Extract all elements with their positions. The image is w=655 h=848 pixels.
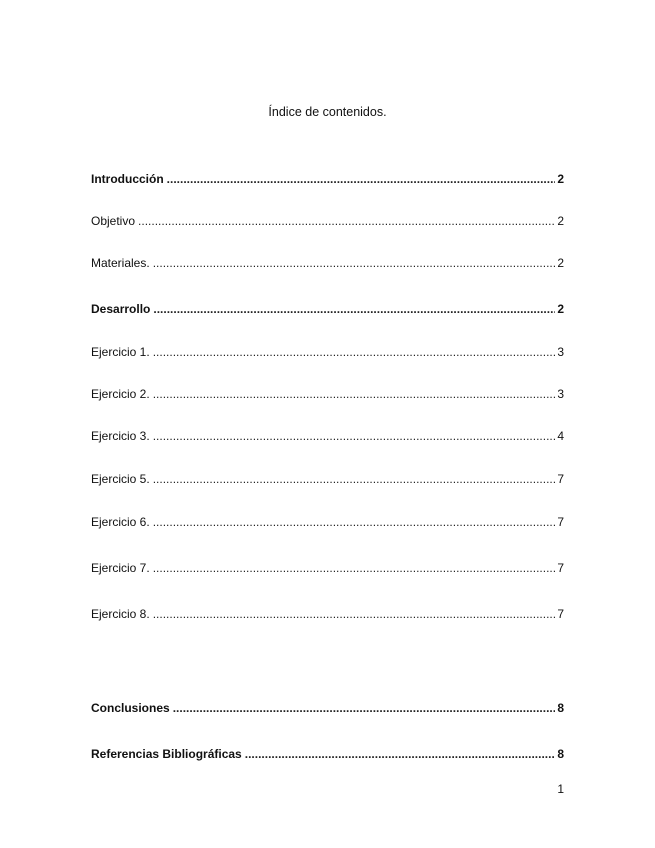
toc-entry-referencias[interactable] <box>91 746 564 762</box>
toc-entry-page: 3 <box>557 387 564 401</box>
dot-leader <box>153 606 556 622</box>
dot-leader <box>153 301 555 317</box>
toc-entry-label: Materiales. <box>91 256 150 270</box>
dot-leader <box>153 514 556 530</box>
dot-leader <box>153 471 556 487</box>
toc-title: Índice de contenidos. <box>268 105 387 119</box>
toc-entry-page: 2 <box>557 302 564 316</box>
toc-entry-desarrollo[interactable] <box>91 301 564 317</box>
toc-entry-page: 3 <box>557 345 564 359</box>
dot-leader <box>173 700 556 716</box>
toc-entry-ejercicio-5[interactable] <box>91 471 564 487</box>
toc-entry-page: 7 <box>557 561 564 575</box>
dot-leader <box>245 746 556 762</box>
dot-leader <box>153 344 556 360</box>
toc-entry-label: Ejercicio 5. <box>91 472 150 486</box>
dot-leader <box>153 428 556 444</box>
toc-entry-page: 7 <box>557 472 564 486</box>
toc-entry-label: Ejercicio 7. <box>91 561 150 575</box>
toc-entry-label: Conclusiones <box>91 701 170 715</box>
toc-entry-label: Ejercicio 1. <box>91 345 150 359</box>
toc-entry-page: 2 <box>557 256 564 270</box>
toc-entry-objetivo[interactable] <box>91 213 564 229</box>
dot-leader <box>167 171 556 187</box>
toc-entry-materiales[interactable] <box>91 255 564 271</box>
dot-leader <box>138 213 555 229</box>
toc-entry-page: 2 <box>557 172 564 186</box>
toc-entry-page: 8 <box>557 701 564 715</box>
toc-entry-label: Ejercicio 8. <box>91 607 150 621</box>
toc-entry-ejercicio-1[interactable] <box>91 344 564 360</box>
dot-leader <box>153 560 556 576</box>
toc-entry-page: 7 <box>557 607 564 621</box>
toc-entry-ejercicio-7[interactable] <box>91 560 564 576</box>
toc-entry-label: Ejercicio 2. <box>91 387 150 401</box>
dot-leader <box>153 386 556 402</box>
toc-entry-label: Objetivo <box>91 214 136 228</box>
toc-entry-ejercicio-3[interactable] <box>91 428 564 444</box>
toc-entry-ejercicio-2[interactable] <box>91 386 564 402</box>
toc-entry-page: 4 <box>557 429 564 443</box>
toc-entry-ejercicio-8[interactable] <box>91 606 564 622</box>
toc-entry-conclusiones[interactable] <box>91 700 564 716</box>
toc-entry-page: 8 <box>557 747 564 761</box>
dot-leader <box>153 255 556 271</box>
toc-entry-page: 7 <box>557 515 564 529</box>
toc-entry-label: Ejercicio 6. <box>91 515 150 529</box>
page-number: 1 <box>557 782 564 796</box>
toc-entry-label: Ejercicio 3. <box>91 429 150 443</box>
toc-entry-label: Desarrollo <box>91 302 151 316</box>
toc-entry-ejercicio-6[interactable] <box>91 514 564 530</box>
toc-entry-label: Referencias Bibliográficas <box>91 747 242 761</box>
toc-entry-page: 2 <box>557 214 564 228</box>
toc-entry-label: Introducción <box>91 172 164 186</box>
toc-entry-introduccion[interactable] <box>91 171 564 187</box>
